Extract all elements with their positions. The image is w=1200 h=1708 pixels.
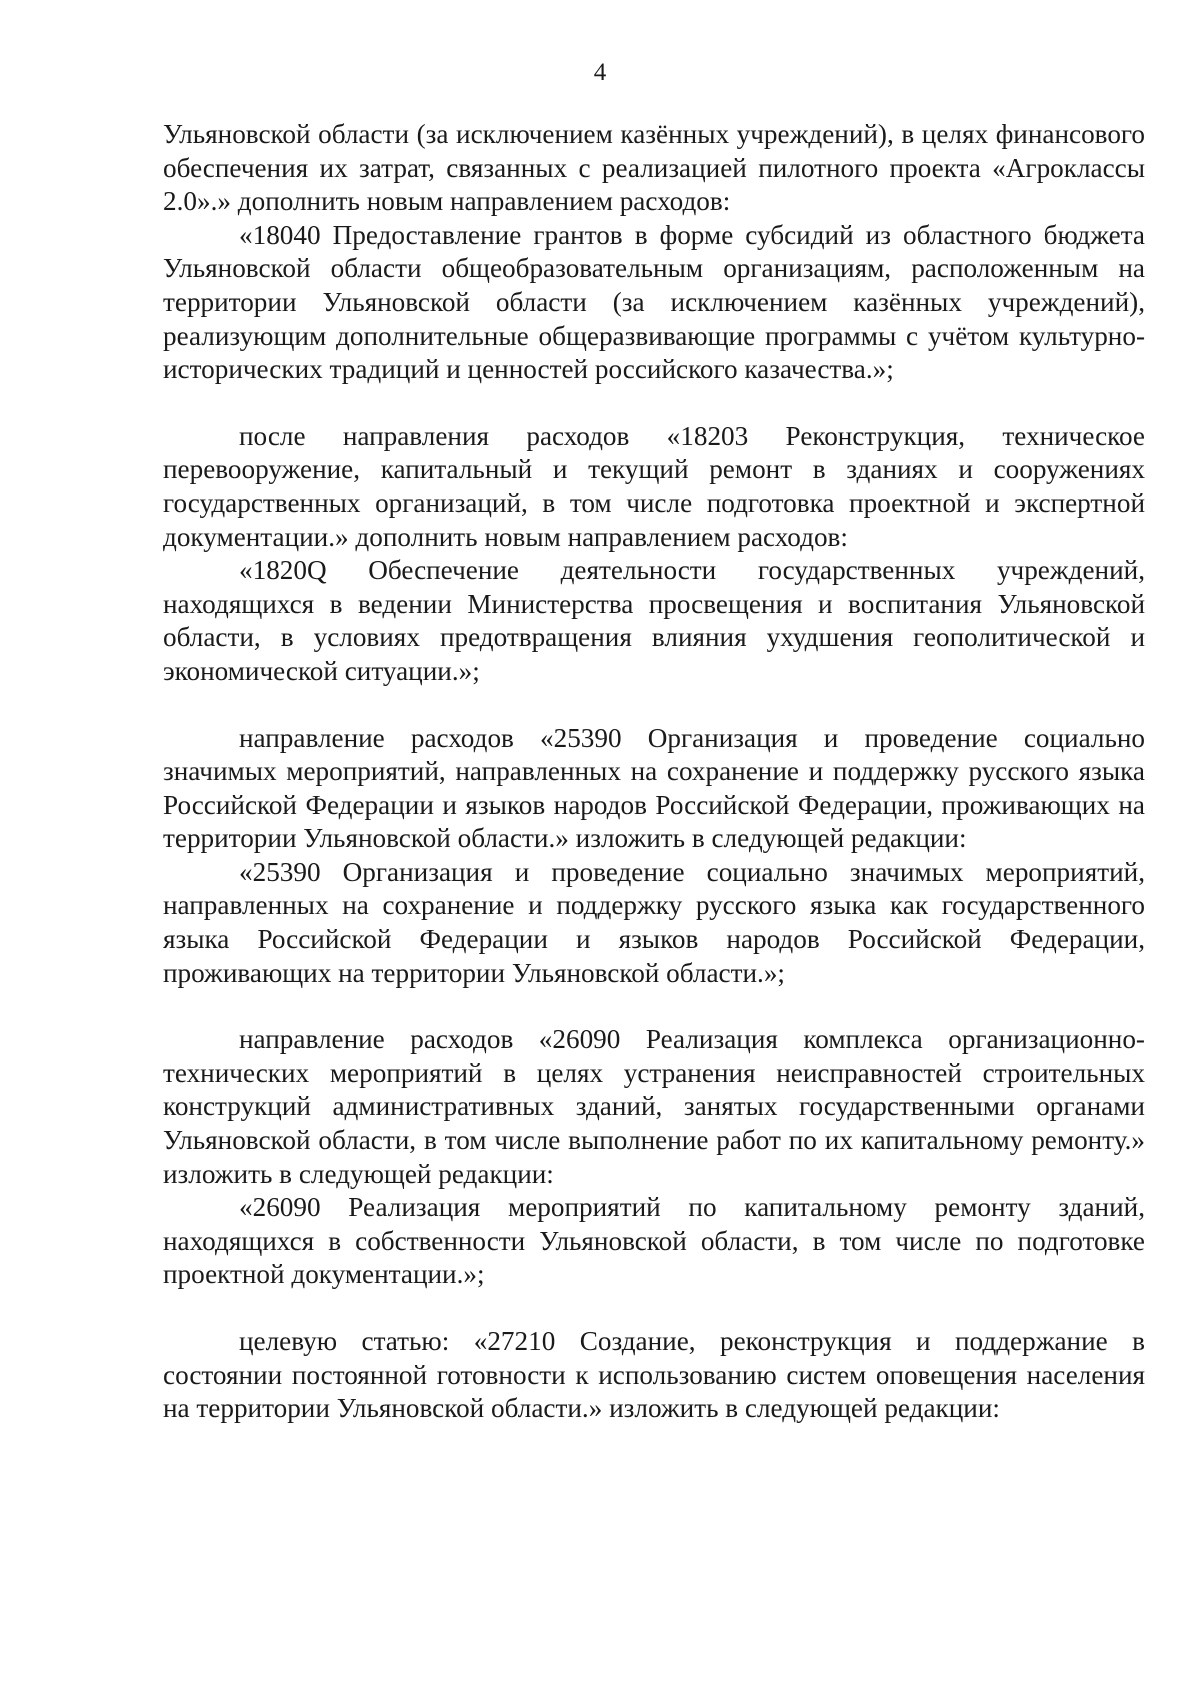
paragraph-item-25390: «25390 Организация и проведение социально значимых мероприятий, направленных на сохранение и поддержку русского языка как государственного языка Российской Федерации и языков народов Российской Федерации, проживающих на территории Ульяновской области.»; (163, 856, 1145, 988)
document-body (163, 118, 1145, 1426)
paragraph-item-18040: «18040 Предоставление грантов в форме субсидий из областного бюджета Ульяновской области общеобразовательным организациям, расположенным на территории Ульяновской области (за исключением казённых учреждений), реализующим дополнительные общеразвивающие программы с учётом культурно-исторических традиций и ценностей российского казачества.»; (163, 219, 1145, 385)
page-number: 4 (593, 59, 607, 86)
paragraph-after-18203: после направления расходов «18203 Реконструкция, техническое перевооружение, капитальный и текущий ремонт в зданиях и сооружениях государственных организаций, в том числе подготовка проектной и экспертной документации.» дополнить новым направлением расходов: (163, 420, 1145, 552)
paragraph-direction-25390: направление расходов «25390 Организация и проведение социально значимых мероприятий, направленных на сохранение и поддержку русского языка Российской Федерации и языков народов Российской Федерации, проживающих на территории Ульяновской области.» изложить в следующей редакции: (163, 722, 1145, 854)
paragraph-continuation: Ульяновской области (за исключением казённых учреждений), в целях финансового обеспечения их затрат, связанных с реализацией пилотного проекта «Агроклассы 2.0».» дополнить новым направлением расходов: (163, 119, 1145, 217)
paragraph-item-1820q: «1820Q Обеспечение деятельности государственных учреждений, находящихся в ведении Министерства просвещения и воспитания Ульяновской области, в условиях предотвращения влияния ухудшения геополитической и экономической ситуации.»; (163, 555, 1145, 686)
paragraph-target-27210: целевую статью: «27210 Создание, реконструкция и поддержание в состоянии постоянной готовности к использованию систем оповещения населения на территории Ульяновской области.» изложить в следующей редакции: (163, 1326, 1145, 1424)
paragraph-item-26090: «26090 Реализация мероприятий по капитальному ремонту зданий, находящихся в собственности Ульяновской области, в том числе по подготовке проектной документации.»; (163, 1192, 1145, 1290)
paragraph-direction-26090: направление расходов «26090 Реализация комплекса организационно-технических мероприятий в целях устранения неисправностей строительных конструкций административных зданий, занятых государственными органами Ульяновской области, в том числе выполнение работ по их капитальному ремонту.» изложить в следующей редакции: (163, 1024, 1145, 1189)
